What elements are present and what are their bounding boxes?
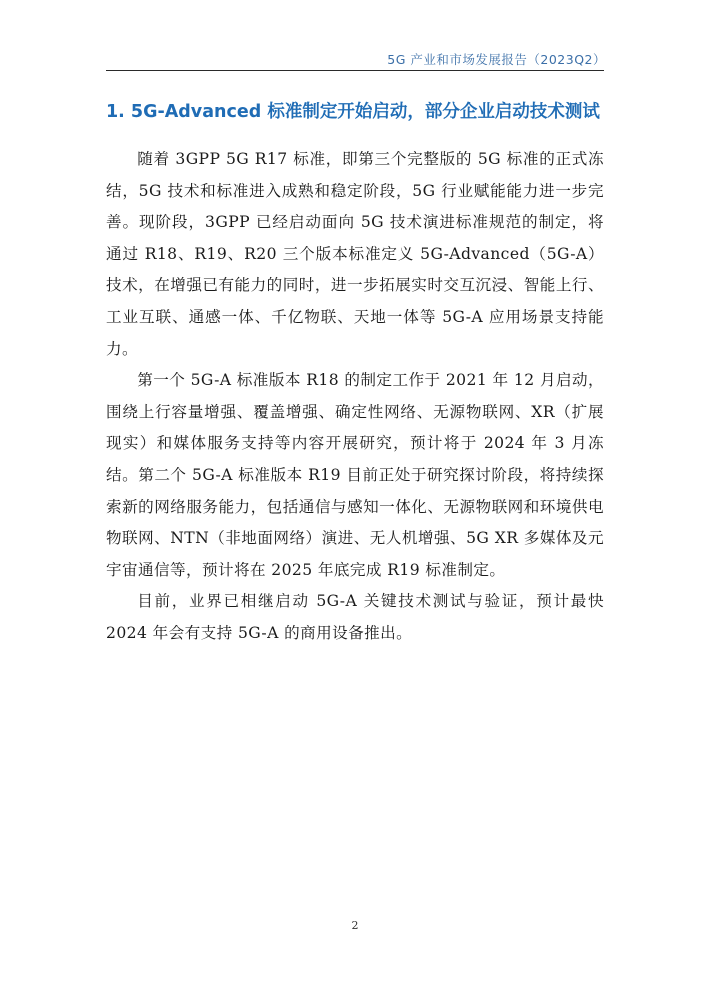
section-heading: 1. 5G-Advanced 标准制定开始启动，部分企业启动技术测试 — [106, 102, 600, 122]
page-number: 2 — [351, 919, 359, 932]
paragraph-1: 随着 3GPP 5G R17 标准，即第三个完整版的 5G 标准的正式冻结，5G 技术和标准进入成熟和稳定阶段，5G 行业赋能能力进一步完善。现阶段，3GPP 已经启动面向 5G 技术演进标准规范的制定，将通过 R18、R19、R20 三个版本标准定义 5G-Advanced（5G-A）技术，在增强已有能力的同时，进一步拓展实时交互沉浸、智能上行、工业互联、通感一体、千亿物联、天地一体等 5G-A 应用场景支持能力。 — [106, 150, 604, 358]
running-header-title: 5G 产业和市场发展报告（2023Q2） — [387, 52, 606, 67]
paragraph-2: 第一个 5G-A 标准版本 R18 的制定工作于 2021 年 12 月启动，围绕上行容量增强、覆盖增强、确定性网络、无源物联网、XR（扩展现实）和媒体服务支持等内容开展研究，预计将于 2024 年 3 月冻结。第二个 5G-A 标准版本 R19 目前正处于研究探讨阶段，将持续探索新的网络服务能力，包括通信与感知一体化、无源物联网和环境供电物联网、NTN（非地面网络）演进、无人机增强、5G XR 多媒体及元宇宙通信等，预计将在 2025 年底完成 R19 标准制定。 — [106, 371, 604, 579]
body-text — [106, 144, 604, 650]
header-divider — [106, 70, 604, 71]
paragraph-3: 目前，业界已相继启动 5G-A 关键技术测试与验证，预计最快 2024 年会有支持 5G-A 的商用设备推出。 — [106, 592, 604, 642]
